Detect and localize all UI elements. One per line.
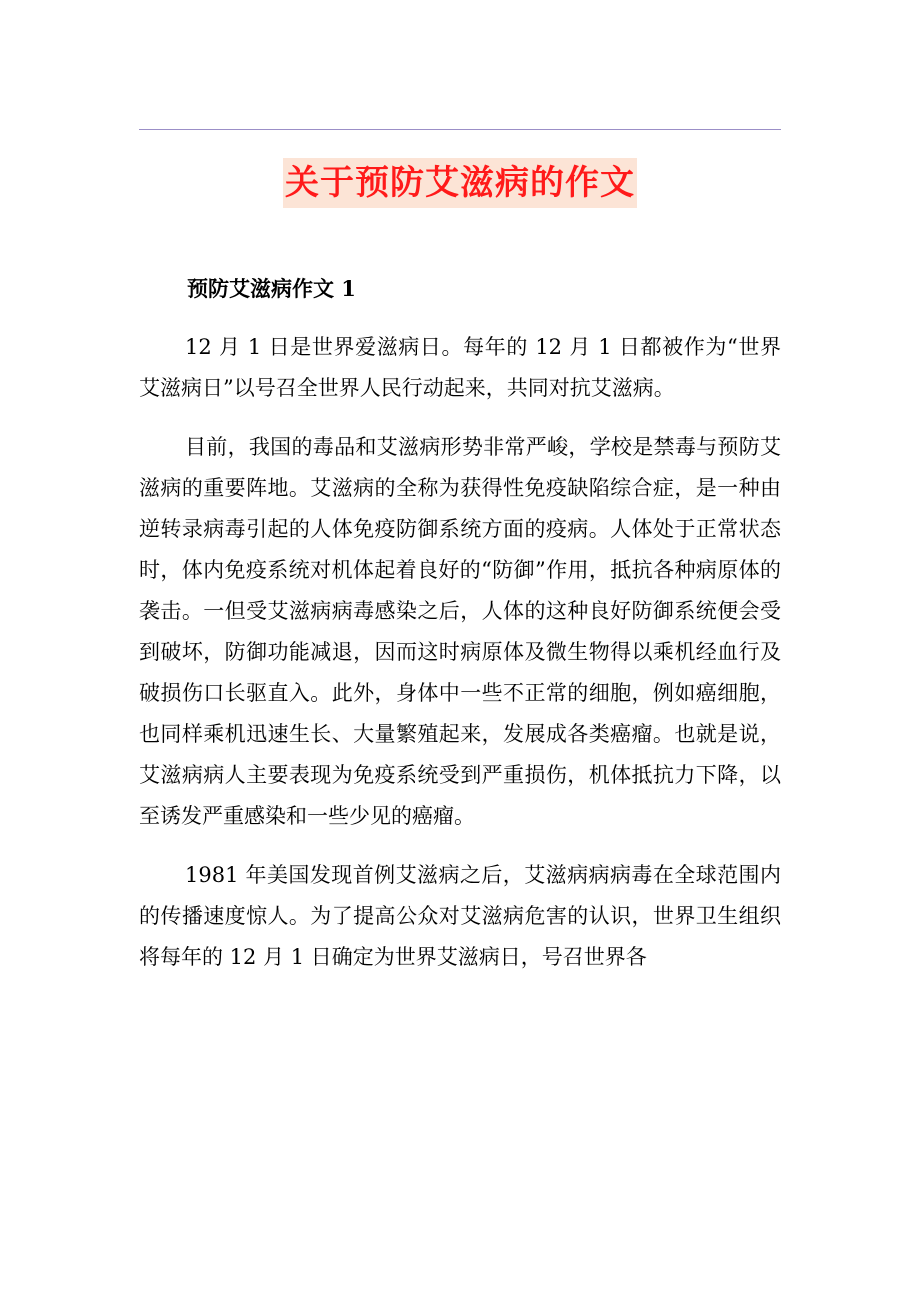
section-heading: 预防艾滋病作文 1 [187,276,356,301]
paragraph-2: 目前，我国的毒品和艾滋病形势非常严峻，学校是禁毒与预防艾滋病的重要阵地。艾滋病的全称为获得性免疫缺陷综合症，是一种由逆转录病毒引起的人体免疫防御系统方面的疫病。人体处于正常状态时，体内免疫系统对机体起着良好的“防御”作用，抵抗各种病原体的袭击。一但受艾滋病病毒感染之后，人体的这种良好防御系统便会受到破坏，防御功能减退，因而这时病原体及微生物得以乘机经血行及破损伤口长驱直入。此外，身体中一些不正常的细胞，例如癌细胞，也同样乘机迅速生长、大量繁殖起来，发展成各类癌瘤。也就是说，艾滋病病人主要表现为免疫系统受到严重损伤，机体抵抗力下降，以至诱发严重感染和一些少见的癌瘤。 [139,435,781,828]
title-container [0,158,920,208]
header-rule [139,129,781,130]
paragraph-1: 12 月 1 日是世界爱滋病日。每年的 12 月 1 日都被作为“世界艾滋病日”以号召全世界人民行动起来，共同对抗艾滋病。 [139,335,781,400]
document-title: 关于预防艾滋病的作文 [283,158,637,208]
paragraph-3: 1981 年美国发现首例艾滋病之后，艾滋病病病毒在全球范围内的传播速度惊人。为了提高公众对艾滋病危害的认识，世界卫生组织将每年的 12 月 1 日确定为世界艾滋病日，号召世界各 [139,863,781,969]
document-body [139,268,781,996]
